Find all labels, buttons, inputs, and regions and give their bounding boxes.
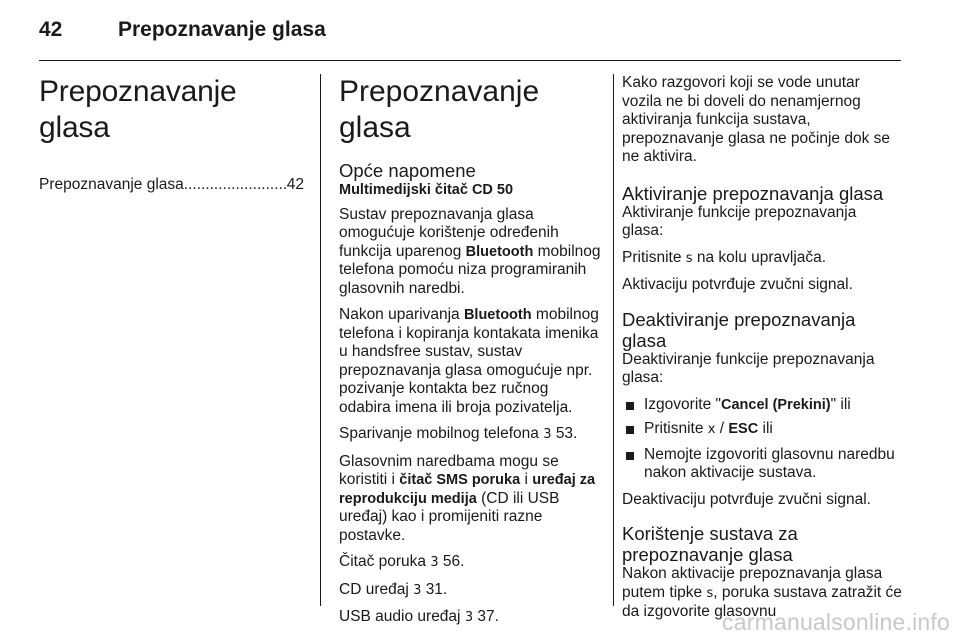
list-item: Pritisnite x / ESC ili — [622, 420, 902, 440]
sms-reader-term: čitač SMS poruka — [399, 472, 521, 488]
section-title: Prepoznavanje glasa — [339, 75, 540, 144]
mute-voice-icon: x — [707, 422, 716, 437]
paragraph: Sustav prepoznavanja glasa omogućuje korištenje određenih funkcija uparenog Bluetooth mobilnog telefona pomoću niza programiranih glasovnih naredbi. — [339, 205, 601, 297]
paragraph: Aktivaciju potvrđuje zvučni signal. — [622, 276, 853, 293]
toc-entry[interactable] — [39, 176, 304, 195]
toc-entry-text: Prepoznavanje glasa — [39, 176, 184, 193]
esc-key-label: ESC — [728, 421, 759, 437]
voice-button-icon: s — [685, 250, 693, 266]
subsection-heading: Opće napomene — [339, 160, 476, 181]
list-item: Izgovorite "Cancel (Prekini)" ili — [622, 396, 902, 415]
paragraph: Glasovnim naredbama mogu se koristiti i čitač SMS poruka i uređaj za reprodukciju medija (CD ili USB uređaj) kao i promijeniti razne postavke. — [339, 452, 596, 544]
column-divider — [320, 74, 321, 606]
paragraph: Kako razgovori koji se vode unutar vozila ne bi doveli do nenamjernog aktiviranja funkcija sustava, prepoznavanje glasa ne počinje dok se ne aktivira. — [622, 74, 890, 165]
running-title: Prepoznavanje glasa — [118, 18, 326, 41]
chapter-toc-column — [39, 74, 304, 195]
toc-leader-dots — [184, 176, 287, 195]
paragraph: Nakon uparivanja Bluetooth mobilnog telefona i kopiranja kontakata imenika u handsfree sustav, sustav prepoznavanja glasa omogućuje npr. pozivanje kontakta bez ručnog odabira imena ili broja pozivatelja. — [339, 306, 599, 416]
watermark: carmanualsonline.info — [722, 609, 950, 635]
heading-use: Korištenje sustava za prepoznavanje glasa — [622, 523, 798, 565]
page-ref-icon: 3 — [413, 582, 422, 598]
bluetooth-term: Bluetooth — [463, 307, 532, 323]
page-ref-icon: 3 — [543, 427, 552, 442]
heading-deactivate: Deaktiviranje prepoznavanja glasa — [622, 308, 856, 351]
page-number: 42 — [39, 18, 63, 41]
content-column-3 — [622, 74, 902, 630]
column-divider — [613, 74, 614, 606]
deactivate-options-list — [622, 396, 902, 483]
chapter-title: Prepoznavanje glasa — [39, 75, 237, 144]
cancel-command: Cancel (Prekini) — [721, 396, 831, 413]
cross-reference[interactable]: CD uređaj 3 31. — [339, 580, 448, 598]
media-player-term: uređaj za reprodukciju medija — [339, 472, 596, 507]
list-item: Nemojte izgovoriti glasovnu naredbu nakon aktivacije sustava. — [622, 446, 902, 483]
paragraph: Deaktivaciju potvrđuje zvučni signal. — [622, 490, 871, 508]
cross-reference[interactable]: Čitač poruka 3 56. — [339, 553, 465, 570]
page-ref-icon: 3 — [430, 555, 439, 570]
cross-reference[interactable]: USB audio uređaj 3 37. — [339, 608, 499, 625]
paragraph: Nakon aktivacije prepoznavanja glasa putem tipke s, poruka sustava zatražit će da izgovorite glasovnu — [622, 565, 902, 620]
paragraph: Aktiviranje funkcije prepoznavanja glasa: — [622, 203, 857, 239]
paragraph: Pritisnite s na kolu upravljača. — [622, 248, 827, 266]
device-heading: Multimedijski čitač CD 50 — [339, 182, 514, 198]
page-ref-icon: 3 — [464, 610, 474, 625]
bluetooth-term: Bluetooth — [465, 243, 534, 260]
paragraph: Deaktiviranje funkcije prepoznavanja glasa: — [622, 350, 875, 386]
toc-entry-page: 42 — [286, 176, 304, 193]
heading-activate: Aktiviranje prepoznavanja glasa — [622, 182, 884, 204]
cross-reference[interactable]: Sparivanje mobilnog telefona 3 53. — [339, 425, 578, 442]
content-column-2 — [339, 74, 604, 636]
voice-button-icon: s — [706, 585, 714, 601]
header-rule — [39, 60, 901, 61]
